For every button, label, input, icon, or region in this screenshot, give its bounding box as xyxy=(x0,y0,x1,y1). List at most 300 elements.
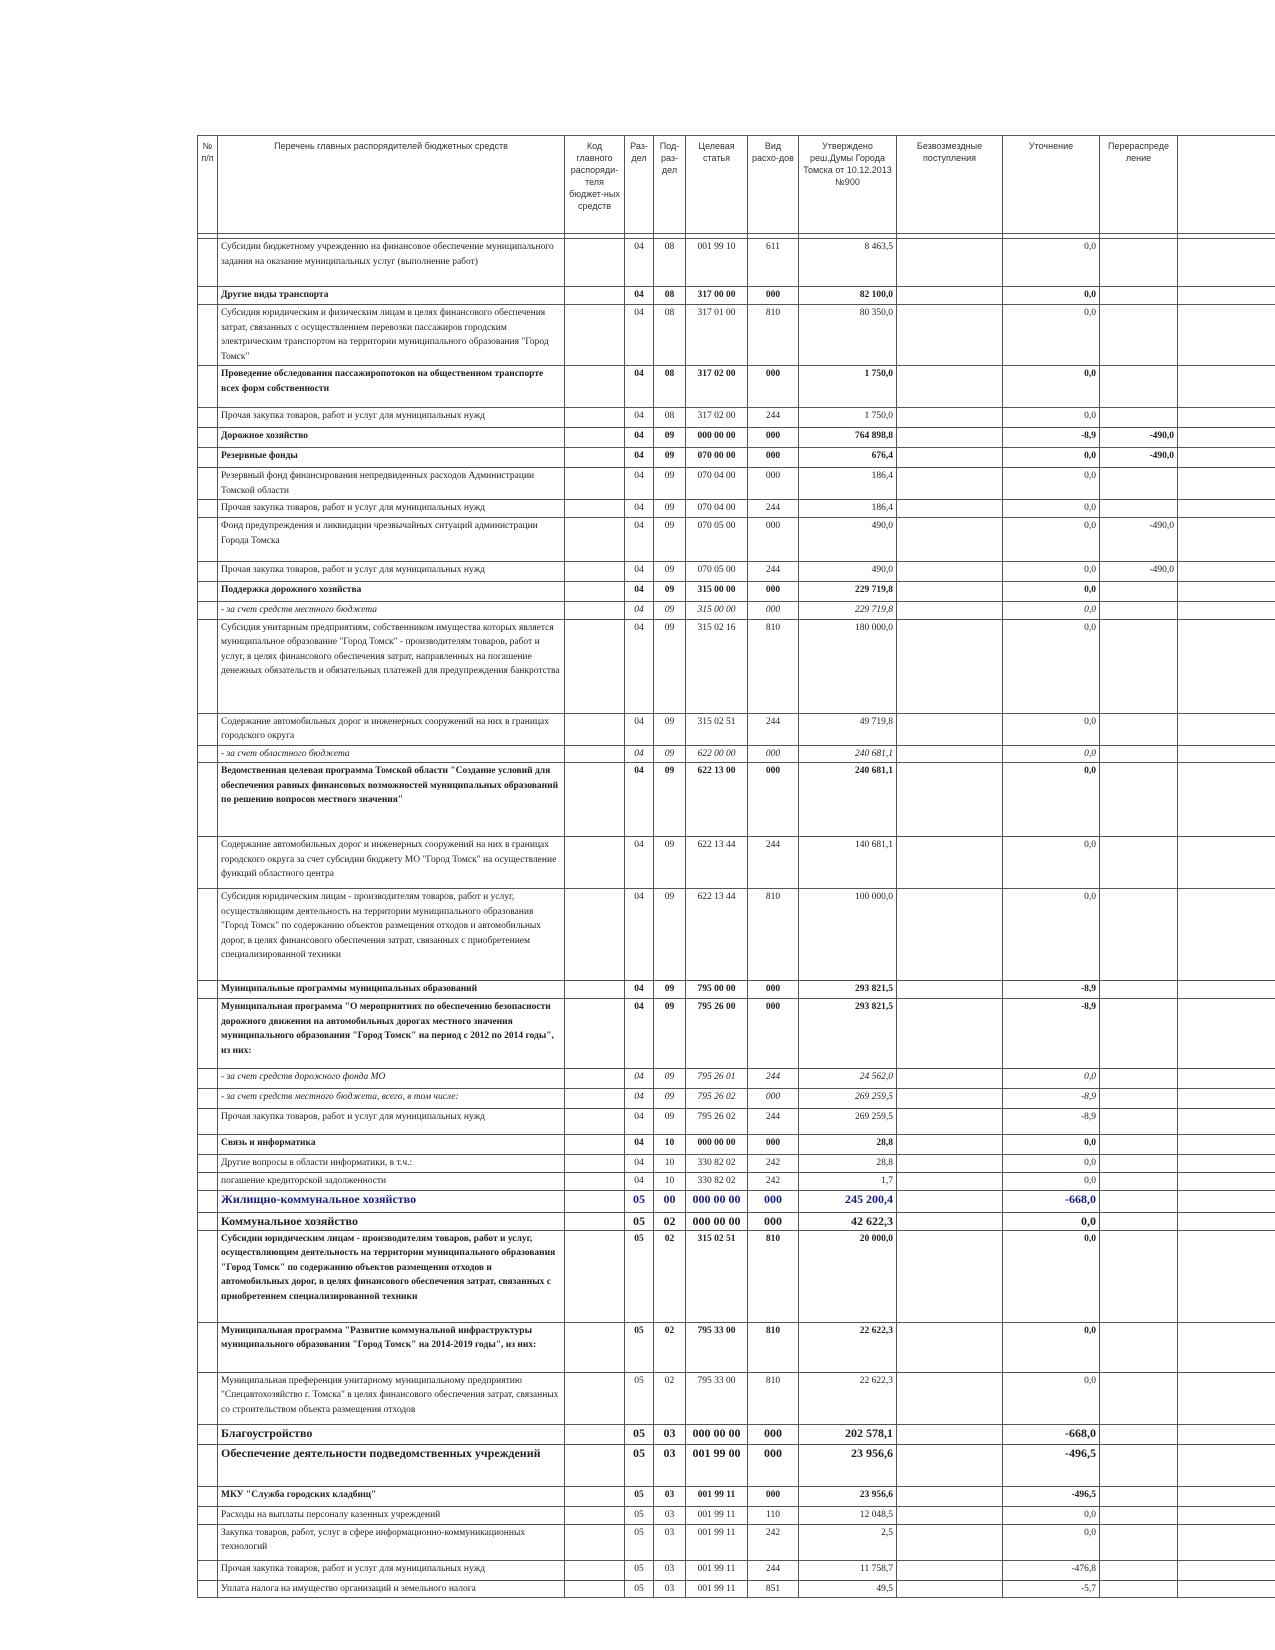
cell-num xyxy=(198,1109,218,1135)
cell-section: 04 xyxy=(625,448,654,468)
cell-target: 001 99 11 xyxy=(686,1524,748,1560)
cell-num xyxy=(198,1506,218,1524)
cell-code xyxy=(565,713,625,745)
cell-approved: 140 681,1 xyxy=(799,837,897,889)
header-code: Код главного распоряди-теля бюджет-ных средств xyxy=(565,136,625,234)
cell-extra xyxy=(1178,981,1275,999)
cell-code xyxy=(565,1230,625,1322)
cell-target: 315 02 51 xyxy=(686,1230,748,1322)
cell-approved: 269 259,5 xyxy=(799,1109,897,1135)
cell-free xyxy=(897,1109,1003,1135)
table-row xyxy=(198,889,1275,981)
cell-name: Проведение обследования пассажиропотоков на общественном транспорте всех форм собственности xyxy=(218,366,565,408)
cell-subsection: 09 xyxy=(654,1109,686,1135)
cell-free xyxy=(897,582,1003,602)
cell-name: Прочая закупка товаров, работ и услуг для муниципальных нужд xyxy=(218,500,565,518)
header-redistr: Перераспреде ление xyxy=(1100,136,1178,234)
cell-num xyxy=(198,981,218,999)
cell-num xyxy=(198,1322,218,1372)
cell-section: 05 xyxy=(625,1372,654,1424)
cell-subsection: 02 xyxy=(654,1372,686,1424)
cell-free xyxy=(897,1213,1003,1231)
cell-subsection: 10 xyxy=(654,1155,686,1173)
cell-extra xyxy=(1178,1524,1275,1560)
cell-approved: 1,7 xyxy=(799,1173,897,1191)
cell-section: 05 xyxy=(625,1486,654,1506)
cell-num xyxy=(198,305,218,366)
cell-approved: 245 200,4 xyxy=(799,1191,897,1213)
cell-code xyxy=(565,745,625,763)
cell-name: Прочая закупка товаров, работ и услуг для муниципальных нужд xyxy=(218,408,565,428)
cell-clarify: -476,8 xyxy=(1003,1560,1100,1580)
header-clarify: Уточнение xyxy=(1003,136,1100,234)
header-name: Перечень главных распорядителей бюджетных средств xyxy=(218,136,565,234)
cell-code xyxy=(565,1486,625,1506)
cell-target: 001 99 11 xyxy=(686,1506,748,1524)
cell-subsection: 08 xyxy=(654,239,686,287)
cell-num xyxy=(198,1560,218,1580)
cell-name: Связь и информатика xyxy=(218,1135,565,1155)
cell-num xyxy=(198,745,218,763)
cell-exptype: 000 xyxy=(748,763,799,837)
cell-code xyxy=(565,468,625,500)
cell-clarify: 0,0 xyxy=(1003,889,1100,981)
cell-num xyxy=(198,1580,218,1598)
table-row xyxy=(198,745,1275,763)
cell-clarify: 0,0 xyxy=(1003,713,1100,745)
cell-redistr xyxy=(1100,468,1178,500)
cell-exptype: 000 xyxy=(748,428,799,448)
cell-extra xyxy=(1178,428,1275,448)
cell-redistr xyxy=(1100,981,1178,999)
cell-redistr xyxy=(1100,713,1178,745)
cell-name: Поддержка дорожного хозяйства xyxy=(218,582,565,602)
cell-code xyxy=(565,239,625,287)
cell-target: 317 02 00 xyxy=(686,366,748,408)
cell-redistr xyxy=(1100,763,1178,837)
cell-target: 315 00 00 xyxy=(686,602,748,620)
cell-approved: 676,4 xyxy=(799,448,897,468)
cell-target: 315 02 16 xyxy=(686,619,748,713)
cell-redistr xyxy=(1100,602,1178,620)
cell-section: 04 xyxy=(625,837,654,889)
cell-name: - за счет средств местного бюджета xyxy=(218,602,565,620)
cell-code xyxy=(565,1506,625,1524)
cell-subsection: 02 xyxy=(654,1230,686,1322)
cell-num xyxy=(198,1424,218,1444)
table-row xyxy=(198,1524,1275,1560)
cell-target: 000 00 00 xyxy=(686,428,748,448)
cell-subsection: 09 xyxy=(654,999,686,1069)
table-row xyxy=(198,1191,1275,1213)
cell-clarify: 0,0 xyxy=(1003,448,1100,468)
cell-section: 05 xyxy=(625,1213,654,1231)
cell-target: 622 00 00 xyxy=(686,745,748,763)
cell-clarify: -496,5 xyxy=(1003,1444,1100,1486)
cell-subsection: 09 xyxy=(654,1069,686,1089)
cell-clarify: -5,7 xyxy=(1003,1580,1100,1598)
header-subsection: Под-раз-дел xyxy=(654,136,686,234)
cell-subsection: 03 xyxy=(654,1580,686,1598)
cell-num xyxy=(198,763,218,837)
cell-section: 04 xyxy=(625,1155,654,1173)
cell-code xyxy=(565,408,625,428)
cell-approved: 22 622,3 xyxy=(799,1372,897,1424)
cell-redistr xyxy=(1100,1560,1178,1580)
cell-approved: 24 562,0 xyxy=(799,1069,897,1089)
cell-num xyxy=(198,999,218,1069)
cell-exptype: 000 xyxy=(748,287,799,305)
cell-clarify: 0,0 xyxy=(1003,763,1100,837)
cell-target: 001 99 11 xyxy=(686,1580,748,1598)
cell-num xyxy=(198,500,218,518)
cell-subsection: 09 xyxy=(654,518,686,562)
cell-code xyxy=(565,1213,625,1231)
cell-redistr: -490,0 xyxy=(1100,518,1178,562)
cell-extra xyxy=(1178,1173,1275,1191)
cell-subsection: 09 xyxy=(654,763,686,837)
cell-clarify: 0,0 xyxy=(1003,1506,1100,1524)
cell-free xyxy=(897,1486,1003,1506)
cell-code xyxy=(565,1191,625,1213)
cell-num xyxy=(198,1372,218,1424)
cell-section: 04 xyxy=(625,562,654,582)
cell-num xyxy=(198,448,218,468)
cell-redistr xyxy=(1100,1322,1178,1372)
cell-section: 05 xyxy=(625,1322,654,1372)
cell-free xyxy=(897,287,1003,305)
cell-exptype: 000 xyxy=(748,602,799,620)
cell-approved: 80 350,0 xyxy=(799,305,897,366)
cell-redistr xyxy=(1100,1444,1178,1486)
table-row xyxy=(198,1560,1275,1580)
cell-subsection: 09 xyxy=(654,602,686,620)
cell-redistr xyxy=(1100,305,1178,366)
cell-code xyxy=(565,1444,625,1486)
cell-name: МКУ "Служба городских кладбищ" xyxy=(218,1486,565,1506)
cell-clarify: 0,0 xyxy=(1003,500,1100,518)
cell-free xyxy=(897,837,1003,889)
cell-exptype: 000 xyxy=(748,468,799,500)
cell-num xyxy=(198,1444,218,1486)
cell-extra xyxy=(1178,1444,1275,1486)
cell-redistr: -490,0 xyxy=(1100,428,1178,448)
cell-free xyxy=(897,1230,1003,1322)
cell-exptype: 244 xyxy=(748,1109,799,1135)
cell-redistr xyxy=(1100,745,1178,763)
cell-subsection: 03 xyxy=(654,1560,686,1580)
cell-clarify: -496,5 xyxy=(1003,1486,1100,1506)
cell-subsection: 08 xyxy=(654,287,686,305)
cell-num xyxy=(198,1155,218,1173)
cell-approved: 293 821,5 xyxy=(799,999,897,1069)
cell-code xyxy=(565,305,625,366)
cell-exptype: 244 xyxy=(748,1069,799,1089)
table-row xyxy=(198,1135,1275,1155)
cell-extra xyxy=(1178,1191,1275,1213)
cell-section: 04 xyxy=(625,602,654,620)
cell-exptype: 110 xyxy=(748,1506,799,1524)
cell-num xyxy=(198,518,218,562)
cell-free xyxy=(897,562,1003,582)
cell-name: Фонд предупреждения и ликвидации чрезвычайных ситуаций администрации Города Томска xyxy=(218,518,565,562)
cell-clarify: 0,0 xyxy=(1003,602,1100,620)
table-row xyxy=(198,408,1275,428)
cell-section: 04 xyxy=(625,366,654,408)
header-section: Раз-дел xyxy=(625,136,654,234)
cell-clarify: -668,0 xyxy=(1003,1191,1100,1213)
cell-exptype: 851 xyxy=(748,1580,799,1598)
cell-name: Субсидия унитарным предприятиям, собственником имущества которых является муниципальное образование "Город Томск" - производителям товаров, работ и услуг, в целях финансового обеспечения затрат, направленных на погашение денежных обязательств и обязательных платежей для предупреждения банкротства xyxy=(218,619,565,713)
cell-exptype: 000 xyxy=(748,1444,799,1486)
table-row xyxy=(198,837,1275,889)
cell-approved: 202 578,1 xyxy=(799,1424,897,1444)
cell-approved: 22 622,3 xyxy=(799,1322,897,1372)
cell-section: 04 xyxy=(625,1173,654,1191)
cell-exptype: 000 xyxy=(748,1213,799,1231)
cell-clarify: 0,0 xyxy=(1003,619,1100,713)
cell-redistr xyxy=(1100,1213,1178,1231)
cell-code xyxy=(565,1580,625,1598)
cell-redistr xyxy=(1100,1173,1178,1191)
cell-approved: 186,4 xyxy=(799,468,897,500)
table-body xyxy=(198,239,1275,1598)
cell-code xyxy=(565,999,625,1069)
cell-subsection: 03 xyxy=(654,1524,686,1560)
cell-subsection: 08 xyxy=(654,408,686,428)
cell-extra xyxy=(1178,500,1275,518)
cell-free xyxy=(897,713,1003,745)
cell-code xyxy=(565,1424,625,1444)
cell-target: 000 00 00 xyxy=(686,1213,748,1231)
cell-target: 622 13 44 xyxy=(686,889,748,981)
cell-redistr xyxy=(1100,1155,1178,1173)
cell-extra xyxy=(1178,837,1275,889)
cell-clarify: 0,0 xyxy=(1003,1135,1100,1155)
cell-redistr xyxy=(1100,999,1178,1069)
cell-name: Субсидии юридическим лицам - производителям товаров, работ и услуг, осуществляющим деятельность на территории муниципального образования "Город Томск" по содержанию объектов размещения отходов и автомобильных дорог, в целях финансового обеспечения затрат, связанных с приобретением специализированной техники xyxy=(218,1230,565,1322)
table-row xyxy=(198,366,1275,408)
cell-target: 000 00 00 xyxy=(686,1135,748,1155)
header-target: Целевая статья xyxy=(686,136,748,234)
cell-num xyxy=(198,1191,218,1213)
cell-free xyxy=(897,408,1003,428)
cell-free xyxy=(897,1173,1003,1191)
cell-free xyxy=(897,428,1003,448)
cell-free xyxy=(897,1524,1003,1560)
cell-target: 795 33 00 xyxy=(686,1322,748,1372)
cell-num xyxy=(198,408,218,428)
cell-section: 04 xyxy=(625,408,654,428)
table-row xyxy=(198,619,1275,713)
cell-section: 04 xyxy=(625,468,654,500)
cell-name: - за счет областного бюджета xyxy=(218,745,565,763)
cell-code xyxy=(565,1524,625,1560)
cell-approved: 28,8 xyxy=(799,1155,897,1173)
cell-redistr xyxy=(1100,1506,1178,1524)
cell-num xyxy=(198,889,218,981)
cell-clarify: 0,0 xyxy=(1003,1322,1100,1372)
cell-exptype: 000 xyxy=(748,1191,799,1213)
cell-num xyxy=(198,1524,218,1560)
cell-exptype: 242 xyxy=(748,1524,799,1560)
cell-section: 04 xyxy=(625,889,654,981)
cell-approved: 269 259,5 xyxy=(799,1089,897,1109)
cell-code xyxy=(565,500,625,518)
cell-exptype: 000 xyxy=(748,518,799,562)
cell-name: Закупка товаров, работ, услуг в сфере информационно-коммуникационных технологий xyxy=(218,1524,565,1560)
cell-target: 070 04 00 xyxy=(686,468,748,500)
cell-section: 04 xyxy=(625,582,654,602)
cell-free xyxy=(897,999,1003,1069)
cell-extra xyxy=(1178,1089,1275,1109)
cell-subsection: 09 xyxy=(654,1089,686,1109)
cell-name: Дорожное хозяйство xyxy=(218,428,565,448)
cell-free xyxy=(897,305,1003,366)
table-row xyxy=(198,602,1275,620)
cell-extra xyxy=(1178,1372,1275,1424)
cell-name: Прочая закупка товаров, работ и услуг для муниципальных нужд xyxy=(218,1560,565,1580)
cell-exptype: 611 xyxy=(748,239,799,287)
cell-extra xyxy=(1178,1109,1275,1135)
cell-target: 001 99 11 xyxy=(686,1560,748,1580)
cell-clarify: 0,0 xyxy=(1003,518,1100,562)
cell-exptype: 810 xyxy=(748,305,799,366)
cell-free xyxy=(897,1560,1003,1580)
cell-free xyxy=(897,1322,1003,1372)
cell-exptype: 244 xyxy=(748,837,799,889)
cell-name: Муниципальные программы муниципальных образований xyxy=(218,981,565,999)
cell-code xyxy=(565,1089,625,1109)
cell-subsection: 00 xyxy=(654,1191,686,1213)
cell-redistr xyxy=(1100,1524,1178,1560)
table-row xyxy=(198,1444,1275,1486)
cell-name: - за счет средств местного бюджета, всего, в том числе: xyxy=(218,1089,565,1109)
cell-redistr xyxy=(1100,889,1178,981)
cell-target: 330 82 02 xyxy=(686,1173,748,1191)
cell-approved: 23 956,6 xyxy=(799,1486,897,1506)
cell-num xyxy=(198,837,218,889)
cell-num xyxy=(198,582,218,602)
cell-free xyxy=(897,518,1003,562)
cell-section: 04 xyxy=(625,428,654,448)
header-approved: Утверждено реш.Думы Города Томска от 10.12.2013 №900 xyxy=(799,136,897,234)
table-row xyxy=(198,468,1275,500)
cell-extra xyxy=(1178,305,1275,366)
cell-section: 05 xyxy=(625,1424,654,1444)
cell-subsection: 09 xyxy=(654,500,686,518)
cell-exptype: 810 xyxy=(748,1372,799,1424)
cell-redistr: -490,0 xyxy=(1100,562,1178,582)
cell-exptype: 000 xyxy=(748,1486,799,1506)
cell-extra xyxy=(1178,1230,1275,1322)
cell-redistr xyxy=(1100,287,1178,305)
cell-target: 330 82 02 xyxy=(686,1155,748,1173)
cell-num xyxy=(198,619,218,713)
cell-code xyxy=(565,562,625,582)
cell-clarify: 0,0 xyxy=(1003,287,1100,305)
cell-target: 000 00 00 xyxy=(686,1191,748,1213)
cell-extra xyxy=(1178,518,1275,562)
cell-approved: 240 681,1 xyxy=(799,763,897,837)
cell-section: 04 xyxy=(625,518,654,562)
header-exptype: Вид расхо-дов xyxy=(748,136,799,234)
cell-section: 04 xyxy=(625,1069,654,1089)
cell-code xyxy=(565,619,625,713)
cell-redistr xyxy=(1100,1191,1178,1213)
cell-target: 070 04 00 xyxy=(686,500,748,518)
cell-target: 795 00 00 xyxy=(686,981,748,999)
cell-redistr xyxy=(1100,239,1178,287)
cell-target: 070 05 00 xyxy=(686,518,748,562)
cell-section: 05 xyxy=(625,1230,654,1322)
cell-num xyxy=(198,287,218,305)
cell-code xyxy=(565,1322,625,1372)
table-row xyxy=(198,1322,1275,1372)
cell-subsection: 08 xyxy=(654,305,686,366)
cell-target: 070 00 00 xyxy=(686,448,748,468)
cell-code xyxy=(565,366,625,408)
cell-subsection: 09 xyxy=(654,468,686,500)
cell-extra xyxy=(1178,1069,1275,1089)
cell-approved: 240 681,1 xyxy=(799,745,897,763)
cell-subsection: 09 xyxy=(654,428,686,448)
cell-subsection: 09 xyxy=(654,981,686,999)
cell-clarify: 0,0 xyxy=(1003,408,1100,428)
cell-approved: 186,4 xyxy=(799,500,897,518)
cell-extra xyxy=(1178,562,1275,582)
cell-extra xyxy=(1178,1580,1275,1598)
cell-redistr: -490,0 xyxy=(1100,448,1178,468)
cell-name: Коммунальное хозяйство xyxy=(218,1213,565,1231)
cell-name: Прочая закупка товаров, работ и услуг для муниципальных нужд xyxy=(218,1109,565,1135)
table-row xyxy=(198,1486,1275,1506)
cell-exptype: 244 xyxy=(748,713,799,745)
cell-free xyxy=(897,239,1003,287)
cell-extra xyxy=(1178,1486,1275,1506)
cell-code xyxy=(565,287,625,305)
cell-code xyxy=(565,1109,625,1135)
cell-target: 795 26 01 xyxy=(686,1069,748,1089)
cell-approved: 490,0 xyxy=(799,562,897,582)
cell-redistr xyxy=(1100,408,1178,428)
cell-exptype: 242 xyxy=(748,1173,799,1191)
table-row xyxy=(198,1155,1275,1173)
cell-approved: 12 048,5 xyxy=(799,1506,897,1524)
table-row xyxy=(198,287,1275,305)
header-num: № п/п xyxy=(198,136,218,234)
cell-free xyxy=(897,1372,1003,1424)
cell-extra xyxy=(1178,763,1275,837)
cell-code xyxy=(565,428,625,448)
cell-num xyxy=(198,1089,218,1109)
cell-subsection: 09 xyxy=(654,745,686,763)
cell-exptype: 000 xyxy=(748,745,799,763)
cell-section: 04 xyxy=(625,763,654,837)
cell-section: 04 xyxy=(625,287,654,305)
cell-clarify: 0,0 xyxy=(1003,1173,1100,1191)
table-row xyxy=(198,305,1275,366)
cell-extra xyxy=(1178,602,1275,620)
cell-extra xyxy=(1178,619,1275,713)
cell-exptype: 810 xyxy=(748,619,799,713)
cell-name: Содержание автомобильных дорог и инженерных сооружений на них в границах городского округа за счет субсидии бюджету МО "Город Томск" на осуществление функций областного центра xyxy=(218,837,565,889)
cell-name: погашение кредиторской задолженности xyxy=(218,1173,565,1191)
cell-free xyxy=(897,1506,1003,1524)
cell-approved: 293 821,5 xyxy=(799,981,897,999)
cell-extra xyxy=(1178,239,1275,287)
cell-code xyxy=(565,763,625,837)
